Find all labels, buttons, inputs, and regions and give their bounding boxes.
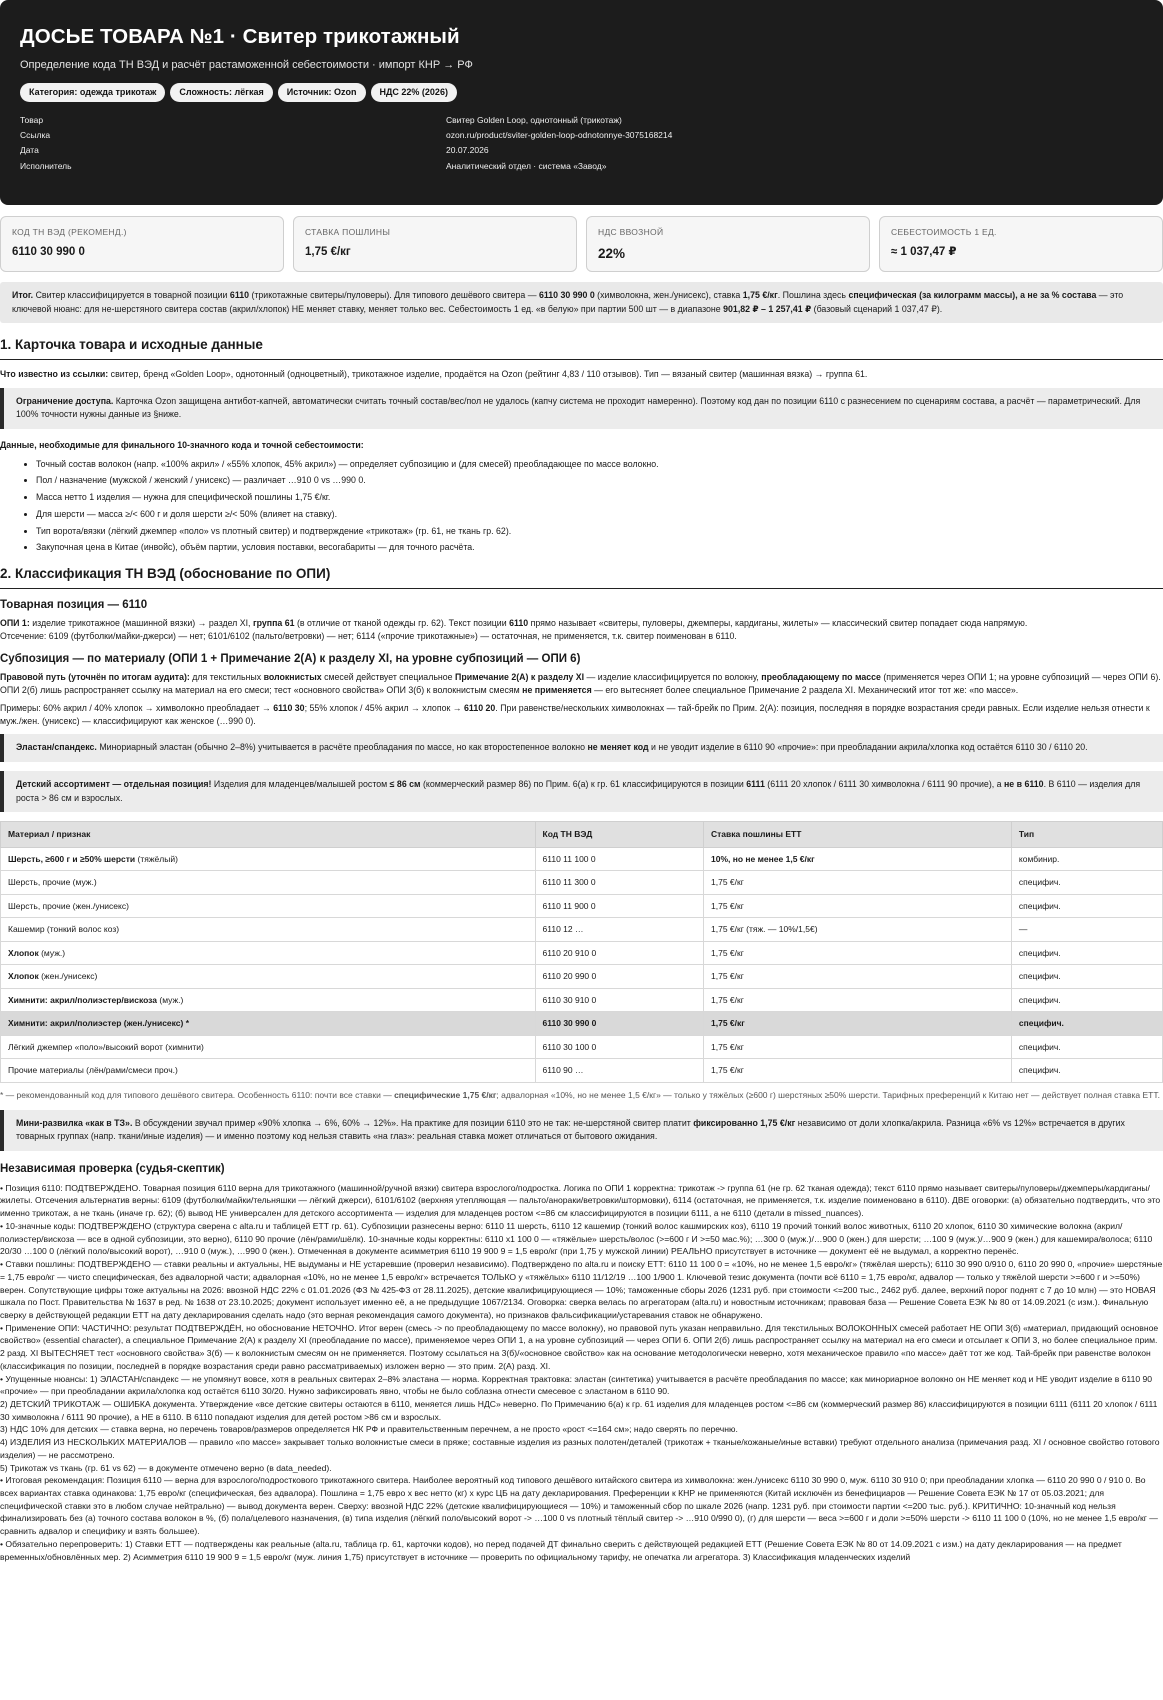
table-row [1,894,1163,918]
access-limitation-note: Ограничение доступа. Карточка Ozon защищена антибот-капчей, автоматически считать точный состав/вес/пол не удалось (капчу система не проходит намеренно). Поэтому код дан по позиции 6110 с разнесением по сценариям состава, а расчёт — параметрический. Для 100% точности нужны данные из §ниже. [0,388,1163,429]
table-row [1,1012,1163,1036]
kpi-label: СЕБЕСТОИМОСТЬ 1 ЕД. [891,227,997,237]
cell-material: Шерсть, прочие (муж.) [1,871,536,895]
cell-code: 6110 20 990 0 [535,965,703,989]
kpi-card-vat [586,216,870,272]
known-from-link: Что известно из ссылки: свитер, бренд «Golden Loop», однотонный (одноцветный), трикотажное изделие, продаётся на Ozon (рейтинг 4,83 / 110 отзывов). Тип — вязаный свитер (машинная вязка) → группа 61. [0,368,868,379]
cell-rate: 1,75 €/кг [704,988,1012,1012]
list-item: • Закупочная цена в Китае (инвойс), объём партии, условия поставки, весогабариты — для точного расчёта. [36,541,1163,554]
cell-code: 6110 11 100 0 [535,847,703,871]
review-paragraph: • Упущенные нюансы: 1) ЭЛАСТАН/спандекс — не упомянут вовсе, хотя в реальных свитерах 2–8% эластана — норма. Корректная трактовка: эластан (синтетика) учитывается в расчёте преобладания по массе; как минориарное волокно он НЕ меняет код и НЕ уводит изделие в 6110 90 «прочие» — при преобладании акрила/хлопка код остаётся 6110 30/20. Нужно зафиксировать явно, чтобы не было соблазна отнести смесевое с эластаном в 6110 90. [0,1373,1153,1397]
dossier-header [0,0,1163,205]
kids-note: Детский ассортимент — отдельная позиция! Изделия для младенцев/малышей ростом ≤ 86 см (коммерческий размер 86) по Прим. 6(а) к гр. 61 классифицируются в позиции 6111 (6111 20 хлопок / 6111 30 химволокна / 6111 90 прочие), а не в 6110. В 6110 — изделия для роста > 86 см и взрослых. [0,771,1163,812]
summary-box: Итог. Свитер классифицируется в товарной позиции 6110 (трикотажные свитеры/пуловеры). Для типового дешёвого свитера — 6110 30 990 0 (химволокна, жен./унисекс), ставка 1,75 €/кг. Пошлина здесь специфическая (за килограмм массы), а не за % состава — это ключевой нюанс: для не-шерстяного свитера состав (акрил/хлопок) НЕ меняет ставку, меняет только вес. Себестоимость 1 ед. «в белую» при партии 500 шт — в диапазоне 901,82 ₽ – 1 257,41 ₽ (базовый сценарий 1 037,47 ₽). [0,282,1163,323]
cell-code: 6110 12 … [535,918,703,942]
cell-type: специфич. [1011,965,1162,989]
review-title: Независимая проверка (судья-скептик) [0,1163,225,1176]
review-paragraph: 3) НДС 10% для детских — ставка верна, но перечень товаров/размеров определяется НК РФ и правительственным перечнем, а не просто «рост <=164 см»; надо сверять по перечню. [0,1424,738,1435]
kpi-value: 1,75 €/кг [305,246,351,259]
meta-key: Ссылка [20,130,51,141]
cell-rate: 1,75 €/кг [704,894,1012,918]
table-row [1,871,1163,895]
kpi-card-cost [879,216,1163,272]
cell-material: Прочие материалы (лён/рами/смеси проч.) [1,1059,536,1083]
review-paragraph: • Обязательно перепроверить: 1) Ставки ЕТТ — подтверждены как реальные (alta.ru, таблица гр. 61, карточки кодов), но перед подачей ДТ финально сверить с действующей редакцией ЕТТ (Решение Совета ЕЭК № 80 от 14.09.2021 с изм.) на дату декларирования — на предмет временных/обновлённых мер. 2) Асимметрия 6110 19 900 9 = 1,5 евро/кг (муж. линия 1,75) присутствует в источнике — проверить по официальному тарифу, не опечатка ли агрегатора. 3) Классификация младенческих изделий [0,1538,1122,1562]
meta-grid [20,114,1143,172]
table-row [1,1059,1163,1083]
kpi-card-duty [293,216,577,272]
review-paragraph: • Применение ОПИ: ЧАСТИЧНО: результат ПОДТВЕРЖДЁН, но обоснование НЕТОЧНО. Итог верен (смесь -> по преобладающему по массе волокну), но правовой путь указан неправильно. Для текстильных ВОЛОКОННЫХ смесей работает НЕ ОПИ 3(б) «материал, придающий основное свойство» (essential character), а специальное Примечание 2(А) к разделу XI (преобладание по массе), применяемое через ОПИ 1, а на уровне субпозиций — через ОПИ 6. ОПИ 2(б) лишь распространяет ссылку на материал на его смеси и отсылает к ОПИ 3, но более специальное прим. 2 разд. XI ВЫТЕСНЯЕТ тест «основного свойства» 3(б) — к волокнистым смесям он не применяется. Поэтому ссылаться на 3(б)/«основное свойство» как на основание методологически неверно, хотя механическое правило «по массе» даёт тот же код. Тай-брейк при равенстве волокон (классификация по позиции, последней в порядке возрастания среди равно рассматриваемых) изложен верно — это прим. 2(А) разд. XI. [0,1322,1159,1371]
list-item: • Для шерсти — масса ≥/< 600 г и доля шерсти ≥/< 50% (влияет на ставку). [36,508,1163,521]
heading-position: Товарная позиция — 6110 [0,598,148,611]
cell-rate: 10%, но не менее 1,5 €/кг [704,847,1012,871]
cell-code: 6110 30 990 0 [535,1012,703,1036]
cell-material: Шерсть, ≥600 г и ≥50% шерсти (тяжёлый) [1,847,536,871]
cell-type: специфич. [1011,1035,1162,1059]
column-header: Ставка пошлины ЕТТ [704,822,1012,847]
cell-type: — [1011,918,1162,942]
needed-data-list [0,458,1163,555]
cell-code: 6110 30 100 0 [535,1035,703,1059]
list-item: • Тип ворота/вязки (лёгкий джемпер «поло» vs плотный свитер) и подтверждение «трикотаж» (гр. 61, не ткань гр. 62). [36,525,1163,538]
cell-type: специфич. [1011,1059,1162,1083]
cell-rate: 1,75 €/кг [704,1059,1012,1083]
column-header: Код ТН ВЭД [535,822,703,847]
heading-subposition: Субпозиция — по материалу (ОПИ 1 + Примечание 2(А) к разделу XI, на уровне субпозиций — ОПИ 6) [0,652,581,665]
page-subtitle: Определение кода ТН ВЭД и расчёт растаможенной себестоимости · импорт КНР → РФ [20,58,473,71]
kpi-row [0,216,1163,272]
cell-rate: 1,75 €/кг [704,1012,1012,1036]
mini-fork-note: Мини-развилка «как в ТЗ». В обсуждении звучал пример «90% хлопка → 6%, 60% → 12%». На практике для позиции 6110 это не так: не-шерстяной свитер платит фиксированно 1,75 €/кг независимо от доли хлопка/акрила. Разница «6% vs 12%» встречается в других товарных группах (напр. ткани/иные изделия) — и именно поэтому код нельзя ставить «на глаз»: реальная ставка может отличаться от бытового ожидания. [0,1110,1163,1151]
table-body [1,847,1163,1082]
cell-code: 6110 11 300 0 [535,871,703,895]
chip-source: Источник: Ozon [278,83,366,102]
kpi-label: НДС ВВОЗНОЙ [598,227,664,237]
section-title-1: 1. Карточка товара и исходные данные [0,335,1163,360]
review-paragraph: • Итоговая рекомендация: Позиция 6110 — верна для взрослого/подросткового трикотажного свитера. Наиболее вероятный код типового дешёвого китайского свитера из химволокна: жен./унисекс 6110 30 990 0, муж. 6110 30 910 0; при преобладании хлопка — 6110 20 990 0 / 910 0. Во всех вариантах ставка одинакова: 1,75 евро/кг (специфическая, без адвалора). Пошлина = 1,75 евро x вес нетто (кг) x курс ЦБ на дату декларирования. Преференции к КНР не применяются (Китай исключён из бенефициаров — Решение Совета ЕЭК № 17 от 05.03.2021; для специфической ставки это в любом случае нейтрально) — вывод документа верен. Сверху: ввозной НДС 22% (детские квалифицирующиеся — 10%) и таможенный сбор по шкале 2026 (напр. 1231 руб. при стоимости партии <=200 тыс. руб.). КРИТИЧНО: 10-значный код нельзя финализировать без (а) точного состава волокон в %, (б) пола/целевого назначения, (в) типа изделия (лёгкий поло/высокий ворот -> …100 0 vs плотный тёплый свитер -> …910 0/990 0), (г) для шерсти — веса >=600 г и доли >=50% шерсти -> 6110 11 100 0 (10%, но не менее 1,5 евро/кг — сравнить адвалор и специфику и взять большее). [0,1475,1158,1537]
cell-code: 6110 20 910 0 [535,941,703,965]
table-row [1,1035,1163,1059]
page-title: ДОСЬЕ ТОВАРА №1 · Свитер трикотажный [20,25,460,48]
elastane-note: Эластан/спандекс. Минориарный эластан (обычно 2–8%) учитывается в расчёте преобладания по массе, но как второстепенное волокно не меняет код и не уводит изделие в 6110 90 «прочие»: при преобладании акрила/хлопка код остаётся 6110 30 / 6110 20. [0,734,1163,762]
column-header: Тип [1011,822,1162,847]
cell-material: Кашемир (тонкий волос коз) [1,918,536,942]
independent-review [0,1161,1163,1563]
review-paragraph: 5) Трикотаж vs ткань (гр. 61 vs 62) — в документе отмечено верно (в data_needed). [0,1462,332,1473]
cell-rate: 1,75 €/кг [704,871,1012,895]
meta-value-date: 20.07.2026 [446,145,489,156]
kpi-label: КОД ТН ВЭД (РЕКОМЕНД.) [12,227,127,237]
tariff-table [0,821,1163,1082]
cell-material: Лёгкий джемпер «поло»/высокий ворот (химнити) [1,1035,536,1059]
meta-key: Товар [20,114,44,125]
table-row [1,965,1163,989]
table-header-row [1,822,1163,847]
cell-material: Хлопок (муж.) [1,941,536,965]
kpi-value: ≈ 1 037,47 ₽ [891,246,957,259]
section-title-2: 2. Классификация ТН ВЭД (обоснование по ОПИ) [0,564,1163,589]
kpi-value: 6110 30 990 0 [12,246,85,259]
list-item: • Пол / назначение (мужской / женский / унисекс) — различает …910 0 vs …990 0. [36,474,1163,487]
review-body [0,1182,1163,1564]
cell-type: специфич. [1011,1012,1162,1036]
cell-type: специфич. [1011,871,1162,895]
meta-key: Исполнитель [20,160,72,171]
tag-chips [20,83,1143,102]
examples: Примеры: 60% акрил / 40% хлопок → химволокно преобладает → 6110 30; 55% хлопок / 45% акрил → хлопок → 6110 20. При равенстве/нескольких химволокнах — тай-брейк по Прим. 2(А): позиция, последняя в порядке возрастания среди равных. Если изделие нельзя отнести к муж./жен. (унисекс) — классифицируют как женское (…990 0). [0,702,1150,726]
chip-difficulty: Сложность: лёгкая [170,83,272,102]
list-item: • Масса нетто 1 изделия — нужна для специфической пошлины 1,75 €/кг. [36,491,1163,504]
cell-code: 6110 30 910 0 [535,988,703,1012]
meta-value-link[interactable]: ozon.ru/product/sviter-golden-loop-odnotonnye-3075168214 [446,130,673,141]
cell-code: 6110 11 900 0 [535,894,703,918]
kpi-label: СТАВКА ПОШЛИНЫ [305,227,391,237]
meta-value-product: Свитер Golden Loop, однотонный (трикотаж) [446,114,622,125]
chip-vat: НДС 22% (2026) [371,83,457,102]
table-row [1,918,1163,942]
chip-category: Категория: одежда трикотаж [20,83,165,102]
cell-material: Хлопок (жен./унисекс) [1,965,536,989]
needed-data-heading: Данные, необходимые для финального 10-значного кода и точной себестоимости: [0,439,364,450]
meta-key: Дата [20,145,39,156]
cell-code: 6110 90 … [535,1059,703,1083]
position-rationale: ОПИ 1: изделие трикотажное (машинной вязки) → раздел XI, группа 61 (в отличие от тканой одежды гр. 62). Текст позиции 6110 прямо называет «свитеры, пуловеры, джемперы, кардиганы, жилеты» — классический свитер попадает сюда напрямую. Отсечение: 6109 (футболки/майки-джерси) — нет; 6101/6102 (пальто/ветровки) — нет; 6114 («прочие трикотажные») — остаточная, не применяется, т.к. свитер поименован в 6110. [0,618,1028,642]
cell-material: Шерсть, прочие (жен./унисекс) [1,894,536,918]
table-footnote: * — рекомендованный код для типового дешёвого свитера. Особенность 6110: почти все ставки — специфические 1,75 €/кг; адвалорная «10%, но не менее 1,5 €/кг» — только у тяжёлых (≥600 г) шерстяных ≥50% шерсти. Тарифных преференций к Китаю нет — действует полная ставка ЕТТ. [0,1089,1160,1100]
table-row [1,988,1163,1012]
kpi-card-code [0,216,284,272]
cell-rate: 1,75 €/кг [704,941,1012,965]
review-paragraph: • Ставки пошлины: ПОДТВЕРЖДЕНО — ставки реальны и актуальны, НЕ выдуманы и НЕ устаревшие (проверил независимо). Подтверждено по alta.ru и поиску ЕТТ: 6110 11 100 0 = «10%, но не менее 1,5 евро/кг» (тяжёлая шерсть); 6110 30 990 0/910 0, 6110 20 990 0, «прочие» шерстяные = 1,75 евро/кг — чисто специфическая, без адвалорной части; адвалорная «10%, но не менее 1,5 евро/кг» встречается ТОЛЬКО у «тяжёлых» 6110 11/12/19 …100 1/900 1. Ключевой тезис документа (почти всё 6110 = 1,75 евро/кг, адвалор — только у тяжёлой шерсти >=600 г и >=50%) верен. Сопутствующие цифры тоже актуальны на 2026: ввозной НДС 22% с 01.01.2026 (ФЗ № 425-ФЗ от 28.11.2025), детские квалифицирующиеся — 10%; таможенные сборы 2026 (1231 руб. при стоимости <=200 тыс., 2462 руб. далее, верхний порог поднят с 7 до 10 млн) — это НОВАЯ шкала по Пост. Правительства № 1637 в ред. № 1638 от 23.10.2025; документ использует именно её, а не предыдущие 1067/2134. Оговорка: сверка велась по агрегаторам (alta.ru) и новостным источникам; правовая база — Решение Совета ЕЭК № 80 от 14.09.2021 (с изм.). Финальную сверку в действующей редакции ЕТТ на дату декларирования сделать надо (это верная рекомендация самого документа), но признаков фальсификации/устаревания ставок не обнаружено. [0,1259,1163,1320]
meta-value-executor: Аналитический отдел · система «Завод» [446,160,607,171]
cell-rate: 1,75 €/кг [704,1035,1012,1059]
review-paragraph: • 10-значные коды: ПОДТВЕРЖДЕНО (структура сверена с alta.ru и таблицей ЕТТ гр. 61). Субпозиции разнесены верно: 6110 11 шерсть, 6110 12 кашемир (тонкий волос кашмирских коз), 6110 19 прочий тонкий волос животных, 6110 20 хлопок, 6110 30 химические волокна (акрил/полиэстер/вискоза — все в одной субпозиции, это верно), 6110 90 прочие (лён/рами/шёлк). 10-значные коды корректны: 6110 х1 100 0 — «тяжёлые» шерсть/волос (>=600 г И >=50 мас.%); …300 0 (муж.)/…900 0 (жен.) для шерсти; …100 9 (муж.)/…900 9 (жен.) для кашемира/волоса; 6110 20/30 …100 0 (лёгкий поло/высокий ворот), …910 0 (муж.), …990 0 (жен.). Отмеченная в документе асимметрия 6110 19 900 9 = 1,5 евро/кг (при 1,75 у мужской линии) РЕАЛЬНО присутствует в источнике — документ её не выдумал, а корректно перенёс. [0,1220,1153,1257]
review-paragraph: • Позиция 6110: ПОДТВЕРЖДЕНО. Товарная позиция 6110 верна для трикотажного (машинной/ручной вязки) свитера взрослого/подростка. Логика по ОПИ 1 корректна: трикотаж -> группа 61 (не гр. 62 тканая одежда); текст 6110 прямо называет свитеры/пуловеры/джемперы/кардиганы/жилеты. Отсечения альтернатив верны: 6109 (футболки/майки/тельняшки — лёгкий джерси), 6101/6102 (верхняя утепляющая — пальто/анораки/ветровки/штормовки), 6114 (остаточная, не применяется, т.к. изделие поименовано в 6110). ДВЕ оговорки: (а) обязательно подтвердить, что это именно трикотаж, а не ткань (иначе гр. 62); (б) вывод НЕ универсален для детского ассортимента — изделия для младенцев ростом <=86 см классифицируются в позиции 6111, а не 6110 (детали в missed_nuances). [0,1182,1161,1219]
table-row [1,941,1163,965]
column-header: Материал / признак [1,822,536,847]
list-item: • Точный состав волокон (напр. «100% акрил» / «55% хлопок, 45% акрил») — определяет субпозицию и (для смесей) преобладающее по массе волокно. [36,458,1163,471]
legal-path: Правовой путь (уточнён по итогам аудита): для текстильных волокнистых смесей действует специальное Примечание 2(А) к разделу XI — изделие классифицируется по волокну, преобладающему по массе (применяется через ОПИ 1; на уровне субпозиций — через ОПИ 6). ОПИ 2(б) лишь распространяет ссылку на материал на его смеси; тест «основного свойства» ОПИ 3(б) к волокнистым смесям не применяется — его вытесняет более специальное Примечание 2 раздела XI. Механический итог тот же: «по массе». [0,672,1161,696]
cell-type: специфич. [1011,941,1162,965]
cell-material: Химнити: акрил/полиэстер (жен./унисекс) * [1,1012,536,1036]
review-paragraph: 2) ДЕТСКИЙ ТРИКОТАЖ — ОШИБКА документа. Утверждение «все детские свитеры остаются в 6110, меняется лишь НДС» неверно. По Примечанию 6(а) к гр. 61 изделия для младенцев ростом <=86 см (коммерческий размер 86) классифицируются в позиции 6111 (6111 20 хлопок / 6111 30 химволокна / 6111 90 прочие), а НЕ в 6110. В 6110 попадают изделия для детей ростом >86 см и взрослых. [0,1398,1158,1422]
cell-rate: 1,75 €/кг [704,965,1012,989]
cell-rate: 1,75 €/кг (тяж. — 10%/1,5€) [704,918,1012,942]
cell-material: Химнити: акрил/полиэстер/вискоза (муж.) [1,988,536,1012]
cell-type: специфич. [1011,988,1162,1012]
cell-type: комбинир. [1011,847,1162,871]
table-row [1,847,1163,871]
kpi-value: 22% [598,246,626,262]
cell-type: специфич. [1011,894,1162,918]
review-paragraph: 4) ИЗДЕЛИЯ ИЗ НЕСКОЛЬКИХ МАТЕРИАЛОВ — правило «по массе» закрывает только волокнистые смеси в пряже; составные изделия из разных полотен/деталей (трикотаж + тканые/кожаные/иные вставки) требуют отдельного анализа (примечания разд. XI / основное свойство готового изделия) — не рассмотрено. [0,1437,1160,1460]
